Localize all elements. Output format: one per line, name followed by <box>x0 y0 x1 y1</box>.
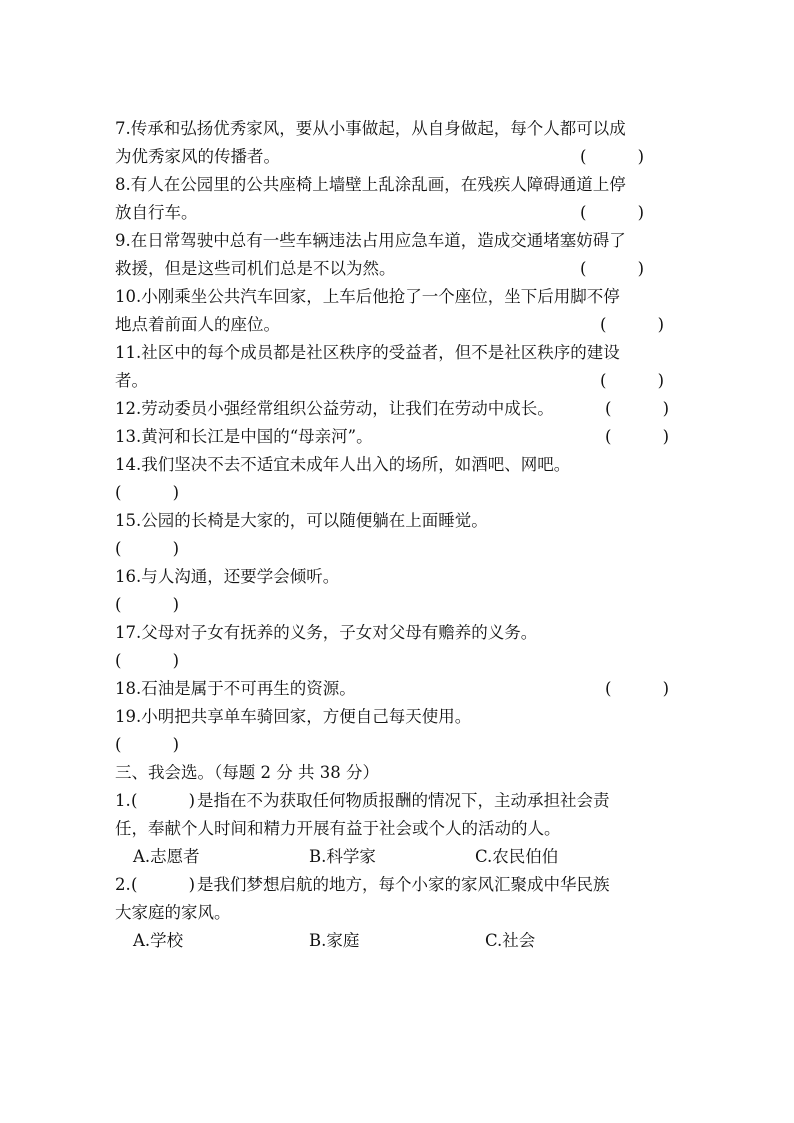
question-7-line-1: 7.传承和弘扬优秀家风，要从小事做起，从自身做起，每个人都可以成 <box>115 119 626 138</box>
question-11-line-1: 11.社区中的每个成员都是社区秩序的受益者，但不是社区秩序的建设 <box>115 343 620 362</box>
answer-blank-8[interactable]: ( ) <box>580 203 644 222</box>
question-16: 16.与人沟通，还要学会倾听。 <box>115 567 340 586</box>
question-14-blank-line <box>115 479 685 507</box>
question-12: 12.劳动委员小强经常组织公益劳动，让我们在劳动中成长。 ( ) <box>115 395 685 423</box>
question-19-blank-line <box>115 731 685 759</box>
choice-question-2-line-2: 大家庭的家风。 <box>115 903 231 922</box>
choice-blank-1[interactable]: ( ) <box>131 791 195 810</box>
question-8-line-2: 放自行车。 ( ) <box>115 199 685 227</box>
question-13: 13.黄河和长江是中国的“母亲河”。 ( ) <box>115 423 685 451</box>
question-15: 15.公园的长椅是大家的，可以随便躺在上面睡觉。 <box>115 511 488 530</box>
option-c[interactable]: C.农民伯伯 <box>475 847 559 866</box>
question-10-line-2: 地点着前面人的座位。 ( ) <box>115 311 685 339</box>
question-10-line-1: 10.小刚乘坐公共汽车回家，上车后他抢了一个座位，坐下后用脚不停 <box>115 287 620 306</box>
question-18: 18.石油是属于不可再生的资源。 ( ) <box>115 675 685 703</box>
question-9-line-1: 9.在日常驾驶中总有一些车辆违法占用应急车道，造成交通堵塞妨碍了 <box>115 231 626 250</box>
question-16-blank-line <box>115 591 685 619</box>
answer-blank-11[interactable]: ( ) <box>600 371 664 390</box>
answer-blank-15[interactable]: ( ) <box>115 539 179 558</box>
answer-blank-19[interactable]: ( ) <box>115 735 179 754</box>
question-17: 17.父母对子女有抚养的义务，子女对父母有赡养的义务。 <box>115 623 538 642</box>
answer-blank-14[interactable]: ( ) <box>115 483 179 502</box>
answer-blank-10[interactable]: ( ) <box>600 315 664 334</box>
option-b[interactable]: B.家庭 <box>309 931 360 950</box>
option-b[interactable]: B.科学家 <box>309 847 376 866</box>
question-14: 14.我们坚决不去不适宜未成年人出入的场所，如酒吧、网吧。 <box>115 455 571 474</box>
question-11-line-2: 者。 ( ) <box>115 367 685 395</box>
question-15-blank-line <box>115 535 685 563</box>
answer-blank-16[interactable]: ( ) <box>115 595 179 614</box>
answer-blank-18[interactable]: ( ) <box>605 679 669 698</box>
answer-blank-9[interactable]: ( ) <box>580 259 644 278</box>
answer-blank-12[interactable]: ( ) <box>605 399 669 418</box>
question-8-line-1: 8.有人在公园里的公共座椅上墙壁上乱涂乱画，在残疾人障碍通道上停 <box>115 175 626 194</box>
option-a[interactable]: A.志愿者 <box>133 847 200 866</box>
answer-blank-17[interactable]: ( ) <box>115 651 179 670</box>
option-c[interactable]: C.社会 <box>485 931 536 950</box>
option-a[interactable]: A.学校 <box>133 931 184 950</box>
choice-question-2-line-1: 2. ( ) 是我们梦想启航的地方，每个小家的家风汇聚成中华民族 <box>115 871 685 899</box>
answer-blank-13[interactable]: ( ) <box>605 427 669 446</box>
question-17-blank-line <box>115 647 685 675</box>
choice-question-1-options <box>115 843 685 871</box>
choice-blank-2[interactable]: ( ) <box>131 875 195 894</box>
answer-blank-7[interactable]: ( ) <box>580 147 644 166</box>
question-9-line-2: 救援，但是这些司机们总是不以为然。 ( ) <box>115 255 685 283</box>
question-19: 19.小明把共享单车骑回家，方便自己每天使用。 <box>115 707 472 726</box>
choice-question-1-line-2: 任，奉献个人时间和精力开展有益于社会或个人的活动的人。 <box>115 819 561 838</box>
choice-question-1-line-1: 1. ( ) 是指在不为获取任何物质报酬的情况下，主动承担社会责 <box>115 787 685 815</box>
choice-question-2-options <box>115 927 685 955</box>
question-7-line-2: 为优秀家风的传播者。 ( ) <box>115 143 685 171</box>
section-3-heading: 三、我会选。（每题 2 分 共 38 分） <box>115 763 379 782</box>
